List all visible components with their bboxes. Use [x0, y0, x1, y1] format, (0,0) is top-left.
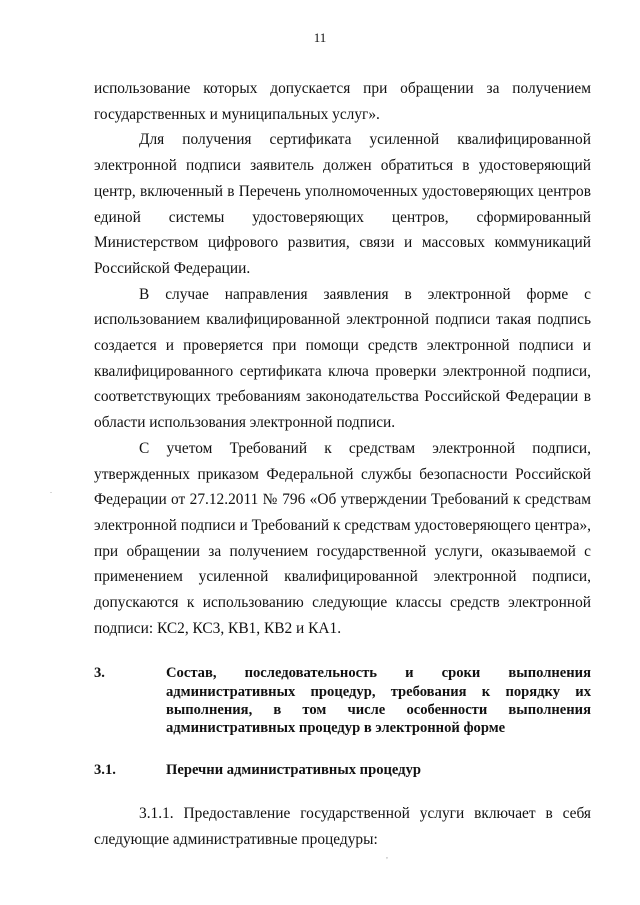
section-heading-3 [94, 664, 591, 737]
paragraph-certificate: Для получения сертификата усиленной квалифицированной электронной подписи заявитель должен обратиться в удостоверяющий центр, включенный в Перечень уполномоченных удостоверяющих центров единой системы удостоверяющих центров, сформированный Министерством цифрового развития, связи и массовых коммуникаций Российской Федерации. [94, 131, 591, 277]
section-number: 3. [94, 665, 105, 682]
section-title: Перечни административных процедур [166, 762, 421, 779]
page-number: 11 [313, 30, 327, 45]
paragraph-signature-classes: С учетом Требований к средствам электронной подписи, утвержденных приказом Федеральной службы безопасности Российской Федерации от 27.12.2011 № 796 «Об утверждении Требований к средствам электронной подписи и Требований к средствам удостоверяющего центра», при обращении за получением государственной услуги, оказываемой с применением усиленной квалифицированной электронной подписи, допускаются к использованию следующие классы средств электронной подписи: КС2, КС3, КВ1, КВ2 и КА1. [94, 439, 591, 637]
section-title: Состав, последовательность и сроки выполнения административных процедур, требования к порядку их выполнения, в том числе особенности выполнения административных процедур в электронной форме [166, 665, 591, 737]
clause-3-1-1: 3.1.1. Предоставление государственной услуги включает в себя следующие административные процедуры: [94, 805, 591, 849]
section-number: 3.1. [94, 762, 116, 779]
scan-mark: , [386, 851, 388, 860]
section-heading-3-1 [94, 761, 591, 779]
paragraph-continuation: использование которых допускается при обращении за получением государственных и муниципальных услуг». [94, 80, 591, 123]
paragraph-electronic-form: В случае направления заявления в электронной форме с использованием квалифицированной электронной подписи такая подпись создается и проверяется при помощи средств электронной подписи и квалифицированного сертификата ключа проверки электронной подписи, соответствующих требованиям законодательства Российской Федерации в области использования электронной подписи. [94, 285, 591, 432]
scan-mark: . [50, 486, 52, 495]
document-body [94, 76, 591, 853]
